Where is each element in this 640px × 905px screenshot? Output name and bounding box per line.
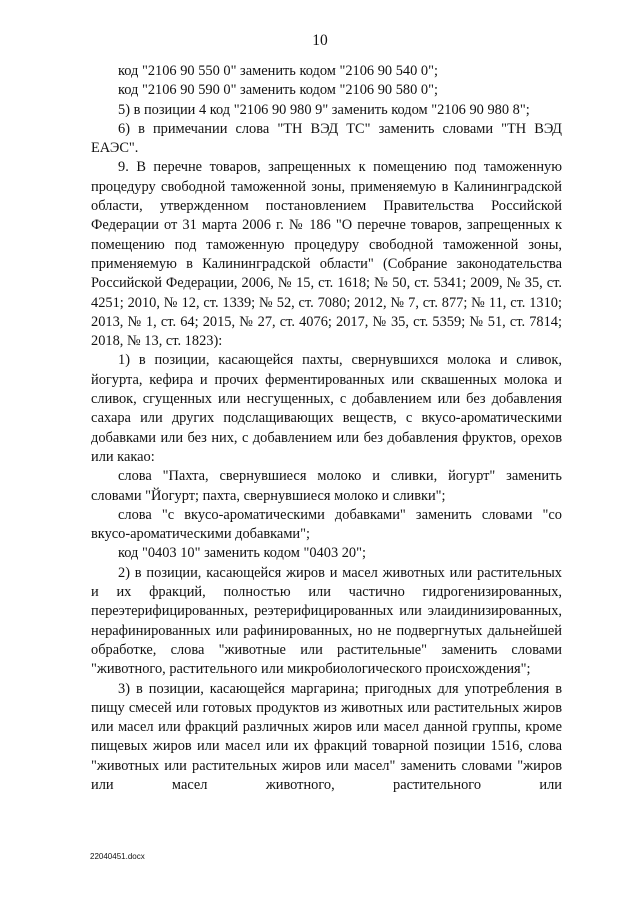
paragraph-section-9: 9. В перечне товаров, запрещенных к помещению под таможенную процедуру свободной таможенной зоны, применяемую в Калининградской области, утвержденном постановлением Правительства Российской Федерации от 31 марта 2006 г. № 186 "О перечне товаров, запрещенных к помещению под таможенную процедуру свободной таможенной зоны, применяемую в Калининградской области" (Собрание законодательства Российской Федерации, 2006, № 15, ст. 1618; № 50, ст. 5341; 2009, № 35, ст. 4251; 2010, № 12, ст. 1339; № 52, ст. 7080; 2012, № 7, ст. 877; № 11, ст. 1310; 2013, № 1, ст. 64; 2015, № 27, ст. 4076; 2017, № 35, ст. 5359; № 51, ст. 7814; 2018, № 13, ст. 1823): xyxy=(91,159,562,350)
paragraph-code-590: код "2106 90 590 0" заменить кодом "2106 90 580 0"; xyxy=(118,82,438,99)
footer-filename: 22040451.docx xyxy=(90,852,145,861)
paragraph-item-5: 5) в позиции 4 код "2106 90 980 9" заменить кодом "2106 90 980 8"; xyxy=(118,101,530,118)
paragraph-subitem-2: 2) в позиции, касающейся жиров и масел животных или растительных и их фракций, полностью или частично гидрогенизированных, переэтерифицированных, реэтерифицированных или элаидинизированных, нерафинированных или рафинированных, но не подвергнутых дальнейшей обработке, слова "животные или растительные" заменить словами "животного, растительного или микробиологического происхождения"; xyxy=(91,564,562,678)
paragraph-subitem-1: 1) в позиции, касающейся пахты, свернувшихся молока и сливок, йогурта, кефира и прочих ферментированных или сквашенных молока и сливок, сгущенных или несгущенных, с добавлением или без добавления сахара или других подслащивающих веществ, с вкусо-ароматическими добавками или без них, с добавлением или без добавления фруктов, орехов или какао: xyxy=(91,352,562,465)
paragraph-item-6: 6) в примечании слова "ТН ВЭД ТС" заменить словами "ТН ВЭД ЕАЭС". xyxy=(91,120,562,157)
paragraph-subitem-3: 3) в позиции, касающейся маргарина; пригодных для употребления в пищу смесей или готовых продуктов из животных или растительных жиров или масел или фракций различных жиров или масел данной группы, кроме пищевых жиров или масел или их фракций товарной позиции 1516, слова "животных или растительных жиров или масел" заменить словами "жиров или масел животного, растительного или xyxy=(91,680,562,793)
paragraph-code-0403: код "0403 10" заменить кодом "0403 20"; xyxy=(118,545,366,562)
document-body xyxy=(91,62,562,795)
paragraph-replace-additives: слова "с вкусо-ароматическими добавками" заменить словами "со вкусо-ароматическими добавками"; xyxy=(91,506,562,543)
page-number: 10 xyxy=(312,32,328,49)
paragraph-replace-pakhta: слова "Пахта, свернувшиеся молоко и сливки, йогурт" заменить словами "Йогурт; пахта, свернувшиеся молоко и сливки"; xyxy=(91,468,562,504)
paragraph-code-550: код "2106 90 550 0" заменить кодом "2106 90 540 0"; xyxy=(118,63,438,79)
